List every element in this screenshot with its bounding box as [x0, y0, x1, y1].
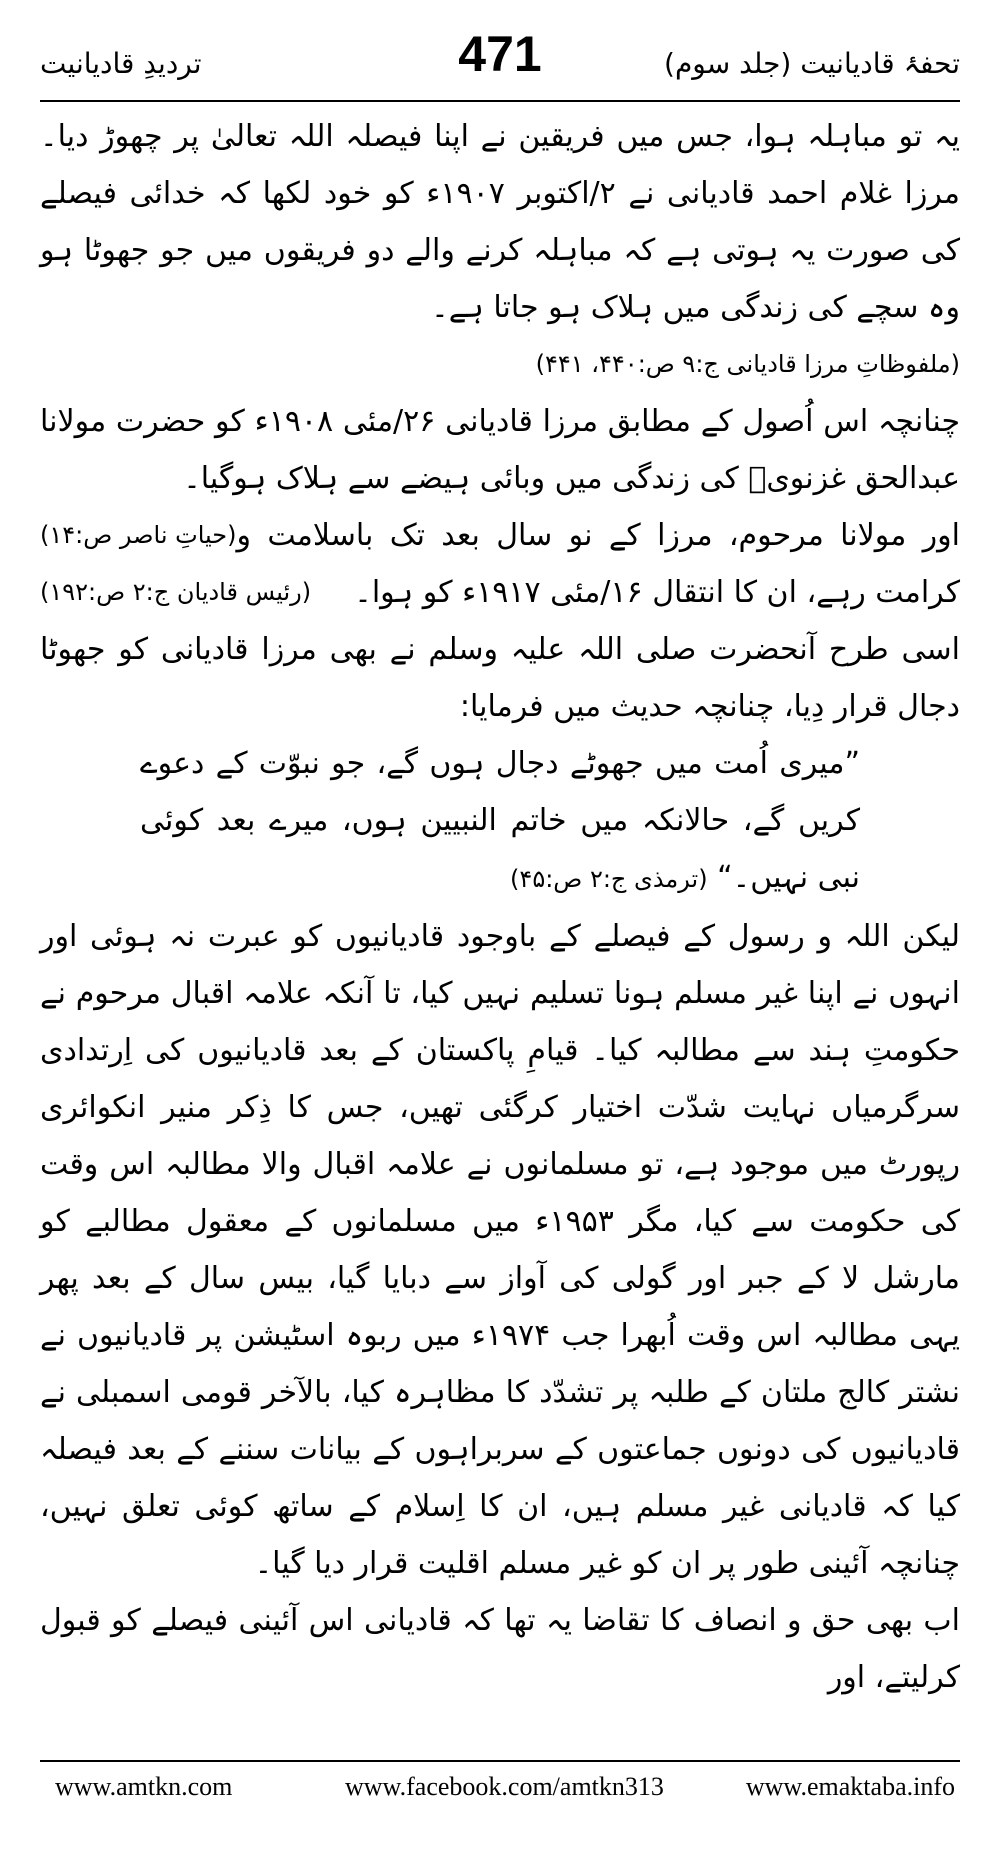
reference-2: (حیاتِ ناصر ص:۱۴)	[40, 521, 237, 549]
paragraph-1: یہ تو مباہلہ ہوا، جس میں فریقین نے اپنا فیصلہ اللہ تعالیٰ پر چھوڑ دیا۔ مرزا غلام احمد قادیانی نے ۲/اکتوبر ۱۹۰۷ء کو خود لکھا کہ خدائی فیصلے کی صورت یہ ہوتی ہے کہ مباہلہ کرنے والے دو فریقوں میں جو جھوٹا ہو وہ سچے کی زندگی میں ہلاک ہو جاتا ہے۔	[40, 119, 961, 325]
paragraph-2	[40, 393, 960, 549]
footer-website-emaktaba[interactable]: www.emaktaba.info	[745, 1772, 955, 1801]
paragraph-5: لیکن اللہ و رسول کے فیصلے کے باوجود قادیانیوں کو عبرت نہ ہوئی اور انہوں نے اپنا غیر مسلم ہونا تسلیم نہیں کیا، تا آنکہ علامہ اقبال مرحوم نے حکومتِ ہند سے مطالبہ کیا۔ قیامِ پاکستان کے بعد قادیانیوں کی اِرتدادی سرگرمیاں نہایت شدّت اختیار کرگئی تھیں، جس کا ذِکر منیر انکوائری رپورٹ میں موجود ہے، تو مسلمانوں نے علامہ اقبال والا مطالبہ اس وقت کی حکومت سے کیا، مگر ۱۹۵۳ء میں مسلمانوں کے معقول مطالبے کو مارشل لا کے جبر اور گولی کی آواز سے دبایا گیا، بیس سال کے بعد پھر یہی مطالبہ اس وقت اُبھرا جب ۱۹۷۴ء میں ربوہ اسٹیشن پر قادیانیوں نے نشتر کالج ملتان کے طلبہ پر تشدّد کا مظاہرہ کیا، بالآخر قومی اسمبلی نے قادیانیوں کی دونوں جماعتوں کے سربراہوں کے بیانات سننے کے بعد فیصلہ کیا کہ قادیانی غیر مسلم ہیں، ان کا اِسلام کے ساتھ کوئی تعلق نہیں، چنانچہ آئینی طور پر ان کو غیر مسلم اقلیت قرار دیا گیا۔	[40, 919, 961, 1581]
book-title: تحفۂ قادیانیت (جلد سوم)	[664, 47, 960, 80]
page-number: 471	[458, 26, 542, 82]
hadith-reference: (ترمذی ج:۲ ص:۴۵)	[510, 865, 708, 893]
paragraph-3-text: اور مولانا مرحوم، مرزا کے نو سال بعد تک باسلامت و کرامت رہے، ان کا انتقال ۱۶/مئی ۱۹۱۷ء کو ہوا۔	[236, 518, 960, 610]
page-body	[40, 108, 960, 1725]
paragraph-6: اب بھی حق و انصاف کا تقاضا یہ تھا کہ قادیانی اس آئینی فیصلے کو قبول کرلیتے، اور	[40, 1603, 960, 1695]
hadith-quote	[140, 735, 860, 908]
footer-divider	[40, 1760, 960, 1762]
paragraph-4: اسی طرح آنحضرت صلی اللہ علیہ وسلم نے بھی مرزا قادیانی کو جھوٹا دجال قرار دِیا، چنانچہ حدیث میں فرمایا:	[40, 632, 960, 724]
footer-website-amtkn[interactable]: www.amtkn.com	[55, 1772, 233, 1801]
footer-website-facebook[interactable]: www.facebook.com/amtkn313	[345, 1772, 664, 1801]
section-title: تردیدِ قادیانیت	[40, 47, 202, 80]
paragraph-2-text: چنانچہ اس اُصول کے مطابق مرزا قادیانی ۲۶/مئی ۱۹۰۸ء کو حضرت مولانا عبدالحق غزنویؒ کی زندگی میں وبائی ہیضے سے ہلاک ہوگیا۔	[40, 404, 960, 496]
header-divider	[40, 100, 960, 102]
reference-1: (ملفوظاتِ مرزا قادیانی ج:۹ ص:۴۴۰، ۴۴۱)	[535, 350, 960, 378]
page-footer	[40, 1772, 960, 1812]
page-header	[40, 25, 960, 95]
hadith-quote-text: ”میری اُمت میں جھوٹے دجال ہوں گے، جو نبوّت کے دعوے کریں گے، حالانکہ میں خاتم النبیین ہوں، میرے بعد کوئی نبی نہیں۔“	[140, 746, 860, 895]
reference-3: (رئیس قادیان ج:۲ ص:۱۹۲)	[40, 578, 312, 606]
